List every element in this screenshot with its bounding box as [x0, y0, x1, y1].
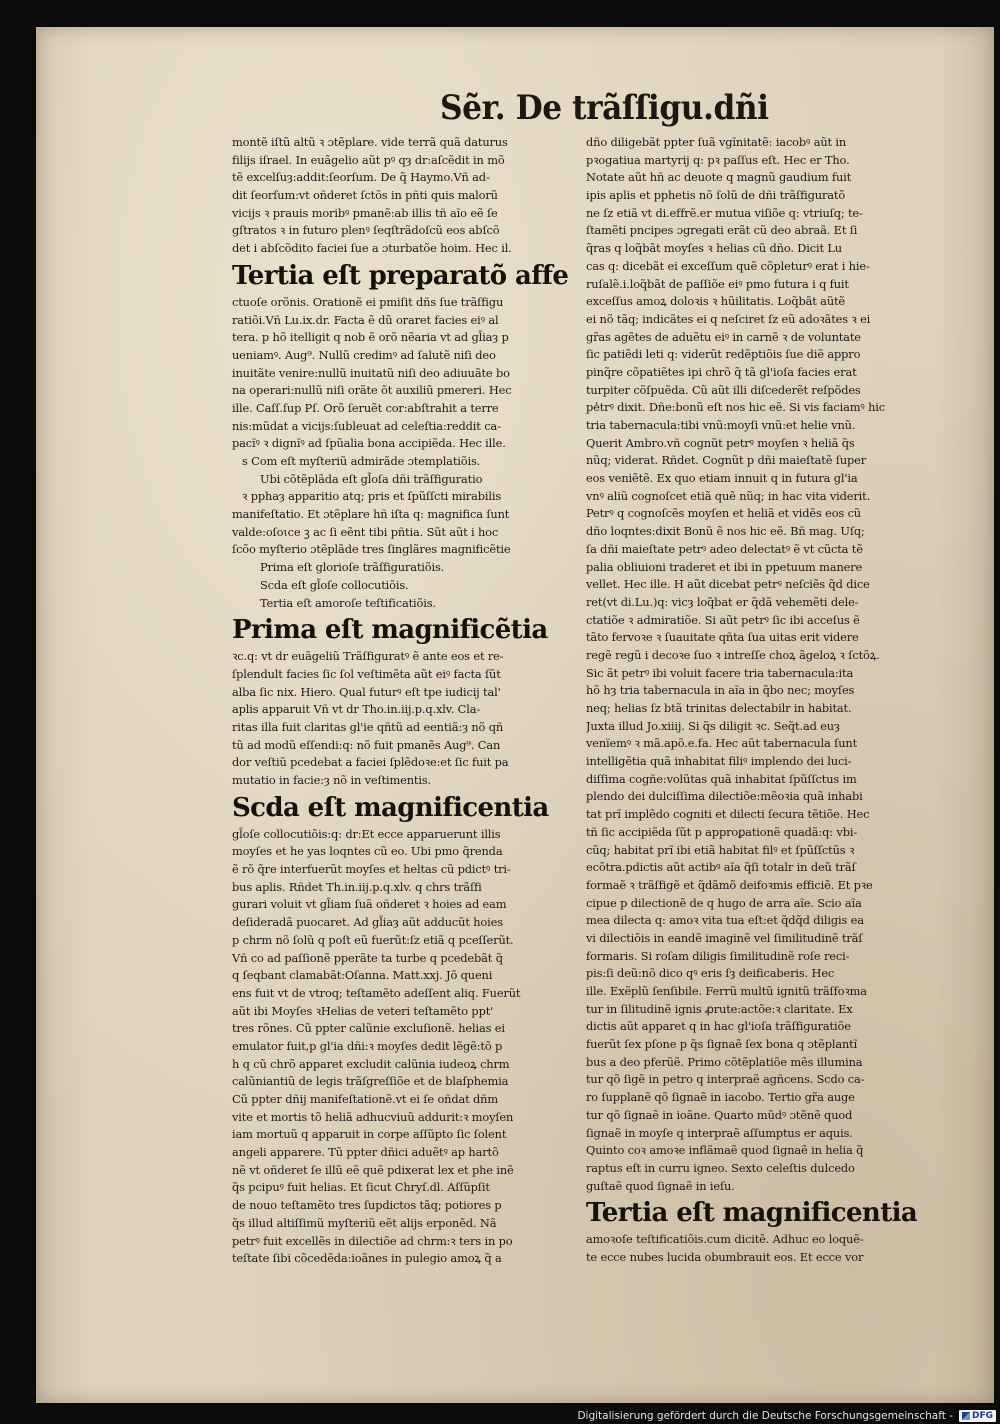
right-column-text-line: pꝛogatiua martyrij q: pꝛ paſſus eſt. Hec er Tho.: [586, 152, 850, 167]
left-column-text-line: mutatio in facie:ȝ nõ in veſtimentis.: [232, 773, 432, 787]
right-column-text-line: ei nõ tãq; indicãtes ei q neſciret ſz eũ adoꝛãtes ꝛ ei: [586, 311, 871, 326]
right-column-text-line: tur qõ ſigẽ in petro q interpraẽ agñcens. Scdo ca-: [586, 1072, 865, 1087]
right-column-text-line: raptus eſt in curru igneo. Sexto celeſtis dulcedo: [586, 1160, 855, 1175]
right-column-text-line: regẽ regũ i decoꝛe ſuo ꝛ intreſſe choꝝ ãgeloꝝ ꝛ ſctõꝝ.: [586, 647, 880, 662]
right-column-text-line: neq; helias ſz btã trinitas delectabilr in habitat.: [586, 701, 852, 715]
left-column-text-line: ẽ rõ q̃re interfuerũt moyſes et heltas cũ pdictꝰ tri-: [232, 862, 511, 877]
right-column-text-line: Petrꝰ q cognoſcẽs moyſen et heliã et vidẽs eos cũ: [586, 506, 861, 521]
dfg-logo: [959, 1410, 996, 1422]
right-column-text-line: diſſima cogñe:volũtas quã inhabitat ſpũſſctus im: [586, 771, 857, 786]
left-column-text-line: bus aplis. Rñdet Th.in.iij.p.q.xlv. q chrs trãſfi: [232, 879, 482, 894]
left-column-text-line: ritas illa fuit claritas gl'ie qñtũ ad eentiã:ȝ nõ qñ: [232, 719, 504, 734]
digitization-footer: [577, 1408, 1000, 1424]
left-column-text-line: aũt ibi Moyſes ꝛHelias de veteri teſtamẽto ppt': [232, 1003, 494, 1018]
left-column-text-line: ratiõi.Vñ Lu.ix.dr. Facta ẽ dũ oraret facies eiꝰ al: [232, 312, 499, 327]
right-column-text-line: tria tabernacula:tibi vnũ:moyſi vnũ:et helie vnũ.: [586, 418, 856, 432]
right-column-text-line: vnꝰ aliũ cognoſcet etiã quẽ nũq; in hac vita viderit.: [586, 488, 871, 503]
left-column-text-line: q̃s illud altiſſimũ myſteriũ eẽt alijs erponẽd. Nã: [232, 1215, 497, 1230]
right-column-text-line: tat prĩ implẽdo cogniti et dilecti ſecura tẽtiõe. Hec: [586, 807, 870, 822]
left-column-text-line: p chrm nõ ſolũ q poſt eũ fuerũt:ſz etiã q pceſſerũt.: [232, 932, 514, 947]
right-column-section-heading: Tertia eſt magnificentia: [586, 1198, 918, 1229]
right-column-text-line: amoꝛoſe teſtificatiõis.cum dicitẽ. Adhuc eo loquẽ-: [586, 1232, 864, 1247]
left-column-text-line: emulator fuit,p gl'ia dñi:ꝛ moyſes dedit lẽgẽ:tõ p: [232, 1038, 503, 1053]
left-column-text-line: filijs iſrael. In euãgelio aũt pꝰ qȝ dr:aſcẽdit in mõ: [232, 152, 505, 167]
right-text-column: [586, 134, 936, 1267]
right-column-text-line: eos veniẽtẽ. Ex quo etiam innuit q in futura gl'ia: [586, 471, 858, 486]
right-column-text-line: bus a deo pferũẽ. Primo cõtẽplatiõe mẽs illumina: [586, 1054, 863, 1069]
right-column-text-line: ne ſz etiã vt di.effrẽ.er mutua viſiõe q: vtriuſq; te-: [586, 205, 863, 220]
right-column-text-line: fuerũt ſex pſone p q̃s ſignaẽ ſex bona q ɔtẽplantĩ: [586, 1037, 858, 1052]
left-column-text-line: alba ſic nix. Hiero. Qual futurꝰ eſt tpe iudicij tal': [232, 684, 501, 699]
right-column-text-line: Sic ãt petrꝰ ibi voluit facere tria tabernacula:ita: [586, 665, 854, 680]
right-column-text-line: Quinto coꝛ amoꝛe inflãmaẽ quod ſignaẽ in helia q̃: [586, 1143, 864, 1158]
left-column-text-line: ſcõo myſterio ɔtẽplãde tres ſinglãres magnificẽtie: [232, 542, 511, 557]
left-column-text-line: tres rõnes. Cũ ppter calũnie excluſionẽ. helias ei: [232, 1021, 505, 1036]
left-column-text-line: dor veſtiũ pcedebat a faciei ſplẽdoꝛe:et ſic fuit pa: [232, 755, 509, 770]
right-column-text-line: pis:ſi deũ:nõ dico qꝰ eris ſȝ deificaberis. Hec: [586, 966, 835, 981]
left-column-text-line: ctuoſe orõnis. Orationẽ ei pmiſit dñs ſue trãſfigu: [232, 294, 504, 309]
left-column-text-line: q ſeqbant clamabãt:Oſanna. Matt.xxj. Jõ queni: [232, 968, 493, 983]
left-column-text-line: det i abſcõdito faciei ſue a ɔturbatõe hoim. Hec il.: [232, 241, 512, 256]
left-column-text-line: tera. p hõ itelligit q nob ẽ orõ nẽaria vt ad gl̃iaȝ p: [232, 330, 509, 345]
right-column-text-line: cũq; habitat prĩ ibi etiã habitat filꝰ et ſpũſſctũs ꝛ: [586, 842, 855, 857]
left-column-text-line: pacĩꝰ ꝛ dignĩꝰ ad ſpũalia bona accipiẽda. Hec ille.: [232, 436, 506, 451]
right-column-text-line: dño loqntes:dixit Bonũ ẽ nos hic eẽ. Bñ mag. Uſq;: [586, 524, 865, 539]
left-column-text-line: q̃s pcipuꝰ fuit helias. Et ſicut Chryſ.dl. Aſſũpſit: [232, 1180, 490, 1195]
left-column-text-line: ueniamꝰ. Aug⁹. Nullũ credimꝰ ad ſalutẽ niſi deo: [232, 347, 496, 362]
left-column-text-line: Ubi cõtẽplãda eſt gl̃oſa dñi trãſfiguratio: [260, 471, 483, 486]
left-column-text-line: ens fuit vt de vtroq; teſtamẽto adeſſent aliq. Fuerũt: [232, 985, 521, 1000]
right-column-text-line: ſic patiẽdi leti q: viderũt redẽptiõis ſue diẽ appro: [586, 347, 861, 362]
right-column-text-line: tur qõ ſignaẽ in ioãne. Quarto mũdꝰ ɔtẽnẽ quod: [586, 1107, 853, 1122]
left-column-text-line: h q cũ chrõ apparet excludit calũnia iudeoꝝ chrm: [232, 1056, 510, 1071]
right-column-text-line: ruſalẽ.i.loq̃bãt de paſſiõe eiꝰ pmo futura i q fuit: [586, 276, 849, 291]
left-column-text-line: ꝛ pphaȝ apparitio atq; pris et ſpũſſcti mirabilis: [242, 489, 502, 504]
right-column-text-line: vellet. Hec ille. H aũt dicebat petrꝰ neſciẽs q̃d dice: [586, 577, 870, 592]
left-column-text-line: de nouo teſtamẽto tres ſupdictos tãq; potiores p: [232, 1198, 502, 1213]
left-column-text-line: ꝛc.q: vt dr euãgeliũ Trãſfiguratꝰ ẽ ante eos et re-: [232, 649, 504, 664]
right-column-text-line: ipis aplis et pphetis nõ ſolũ de dñi trãſfiguratõ: [586, 188, 846, 203]
left-column-text-line: teſtate ſibi cõcedẽda:ioãnes in pulegio amoꝝ q̃ a: [232, 1251, 502, 1266]
right-column-text-line: ſignaẽ in moyſe q interpraẽ aſſumptus er aquis.: [586, 1125, 853, 1140]
left-column-text-line: petrꝰ fuit excellẽs in dilectiõe ad chrm:ꝛ ters in po: [232, 1233, 513, 1248]
left-column-text-line: ille. Caſſ.ſup Pſ. Orõ ſeruẽt cor:abſtrahit a terre: [232, 400, 499, 415]
right-column-text-line: pinq̃re cõpatiẽtes ipi chrõ q̃ tã gl'ioſa facies erat: [586, 364, 857, 379]
right-column-text-line: pe̾trꝰ dixit. Dñe:bonũ eſt nos hic eẽ. Si vis faciamꝰ hic: [586, 400, 886, 415]
right-column-text-line: plendo dei dulciſſima dilectiõe:mẽoꝛia quã inhabi: [586, 789, 863, 804]
right-column-text-line: Querit Ambro.vñ cognũt petrꝰ moyſen ꝛ heliã q̃s: [586, 435, 855, 450]
right-column-text-line: venïemꝰ ꝛ mã.apõ.e.fa. Hec aũt tabernacula ſunt: [586, 736, 858, 751]
right-column-text-line: cas q: dicebãt ei exceſſum quẽ cõpleturꝰ erat i hie-: [586, 258, 870, 273]
running-head: Sẽr. De trãſſigu.dñi: [440, 88, 769, 128]
right-column-text-line: guſtaẽ quod ſignaẽ in ieſu.: [586, 1178, 735, 1193]
left-column-text-line: Vñ co ad paſſionẽ pperãte ta turbe q pcedebãt q̃: [232, 950, 503, 965]
right-column-text-line: hõ hȝ tria tabernacula in aĩa in q̃bo nec; moyſes: [586, 683, 855, 698]
left-column-text-line: dit ſeorſum:vt oñderet ſctõs in pñti quis malorũ: [232, 188, 498, 203]
right-column-text-line: nũq; viderat. Rñdet. Cognũt p dñi maieſtatẽ ſuper: [586, 453, 867, 468]
left-column-text-line: Prima eſt glorioſe trãſfiguratiõis.: [260, 560, 445, 575]
left-column-text-line: nẽ vt oñderet ſe illũ eẽ quẽ pdixerat lex et phe inẽ: [232, 1162, 514, 1177]
right-column-text-line: intelligẽtia quã inhabitat filiꝰ implendo dei luci-: [586, 754, 852, 769]
right-column-text-line: formaẽ ꝛ trãſfigẽ et q̃dãmõ deifoꝛmis efficiẽ. Et pꝛe: [586, 877, 873, 892]
left-column-text-line: s Com eſt myſteriũ admirãde ɔtemplatiõis.: [242, 454, 481, 468]
left-column-text-line: nis:mũdat a vicijs:ſubleuat ad celeſtia:reddit ca-: [232, 418, 501, 433]
right-column-text-line: dño diligebãt ppter ſuã vgĩnitatẽ: iacobꝰ aũt in: [586, 135, 847, 149]
left-column-text-line: angeli apparere. Tũ ppter dñici aduẽtꝰ ap hartõ: [232, 1145, 499, 1160]
right-column-text-line: formaris. Si roſam diligis ſimilitudinẽ roſe reci-: [586, 948, 850, 963]
left-column-text-line: valde:oſoɩce ꝫ ac ſi eẽnt tibi pñtia. Sũt aũt i hoc: [232, 524, 499, 539]
footer-credit: Digitalisierung gefördert durch die Deutsche Forschungsgemeinschaft -: [577, 1410, 953, 1422]
right-column-text-line: ſtamẽti pncipes ɔgregati erãt cũ deo abraã. Et ſi: [586, 223, 858, 238]
left-text-column: [232, 134, 580, 1268]
right-column-text-line: ille. Exẽplũ ſenſibile. Ferrũ multũ ignitũ trãſfoꝛma: [586, 984, 867, 998]
left-column-section-heading: Tertia eſt preparatõ affe: [232, 260, 569, 291]
right-column-text-line: ro ſupplanẽ qõ ſignaẽ in iacobo. Tertio gr̃a auge: [586, 1090, 855, 1105]
left-column-text-line: gl̃oſe collocutiõis:q: dr:Et ecce apparuerunt illis: [232, 826, 501, 841]
right-column-text-line: dictis aũt apparet q in hac gl'ioſa trãſfiguratiõe: [586, 1019, 851, 1034]
right-column-text-line: cipue p dilectionẽ de q hugo de arra aĩe. Scio aĩa: [586, 895, 862, 910]
dfg-logo-icon: [962, 1412, 970, 1420]
left-column-text-line: Scda eſt gl̃oſe collocutiõis.: [260, 577, 409, 592]
right-column-text-line: ctatiõe ꝛ admiratiõe. Si aũt petrꝰ ſic ibi acceſus ẽ: [586, 612, 860, 627]
left-column-text-line: moyſes et he yas loqntes cũ eo. Ubi pmo q̃renda: [232, 844, 503, 859]
right-column-text-line: mea dilecta q: amoꝛ vita tua eſt:et q̃dq̃d diligis ea: [586, 913, 864, 928]
left-column-text-line: Tertia eſt amoroſe teſtificatiõis.: [260, 595, 436, 610]
right-column-text-line: gr̃as agẽtes de aduẽtu eiꝰ in carnẽ ꝛ de voluntate: [586, 329, 861, 344]
left-column-text-line: vite et mortis tõ heliã adhucviuũ addurit:ꝛ moyſen: [232, 1109, 514, 1124]
left-column-text-line: manifeſtatio. Et ɔtẽplare hñ iſta q: magnifica ſunt: [232, 507, 510, 522]
left-column-text-line: iam mortuũ q apparuit in corpe aſſũpto ſic ſolent: [232, 1127, 507, 1142]
right-column-text-line: turpiter cõſpuẽda. Cũ aũt illi diſcederẽt reſpõdes: [586, 382, 861, 397]
right-column-text-line: Notate aũt hñ ac deuote q magnũ gaudium fuit: [586, 170, 852, 185]
left-column-text-line: calũniantiũ de legis trãſgreſſiõe et de blaſphemia: [232, 1074, 509, 1089]
right-column-text-line: tñ ſic accipiẽda ſũt p approꝑationẽ quadã:q: vbi-: [586, 824, 858, 839]
left-column-text-line: inuitãte venire:nullũ inuitatũ niſi deo adiuuãte bo: [232, 365, 510, 380]
right-column-text-line: vi dilectiõis in eandẽ imaginẽ vel ſimilitudinẽ trãſ: [586, 930, 863, 945]
left-column-text-line: gſtratos ꝛ in futuro plenꝰ ſeqſtrãdoſcũ eos abſcõ: [232, 223, 500, 238]
right-column-text-line: ret(vt di.Lu.)q: vicȝ loq̃bat er q̃dã vehemẽti dele-: [586, 594, 859, 609]
right-column-text-line: ſa dñi maieſtate petrꝰ adeo delectatꝰ ẽ vt cũcta tẽ: [586, 541, 863, 556]
right-column-text-line: q̃ras q loq̃bãt moyſes ꝛ helias cũ dño. Dicit Lu: [586, 241, 842, 256]
left-column-text-line: gurari voluit vt gl̃iam ſuã oñderet ꝛ hoies ad eam: [232, 897, 507, 912]
right-column-text-line: Juxta illud Jo.xiiij. Si q̃s diligit ꝛc. Seq̃t.ad euȝ: [586, 718, 840, 733]
left-column-text-line: tẽ excelſuȝ:addit:ſeorſum. De q̃ Haymo.Vñ ad-: [232, 170, 490, 185]
left-column-section-heading: Scda eſt magnificentia: [232, 792, 549, 823]
left-column-text-line: vicijs ꝛ prauis moribꝰ pmanẽ:ab illis tñ aĩo eẽ ſe: [232, 205, 498, 220]
right-column-text-line: te ecce nubes lucida obumbrauit eos. Et ecce vor: [586, 1249, 864, 1264]
left-column-text-line: tũ ad modũ eſſendi:q: nõ fuit pmanẽs Aug⁹. Can: [232, 737, 501, 752]
right-column-text-line: ecõtra.pdictis aũt actibꝰ aĩa q̃ſi totalr in deũ trãſ: [586, 860, 856, 875]
left-column-text-line: montẽ iſtũ altũ ꝛ ɔtẽplare. vide terrã quã daturus: [232, 135, 508, 149]
right-column-text-line: tãto fervoꝛe ꝛ ſuauitate qñta ſua uitas erit videre: [586, 630, 859, 645]
left-column-section-heading: Prima eſt magnificẽtia: [232, 615, 548, 646]
left-column-text-line: na operari:nullũ niſi orãte õt auxiliũ pmereri. Hec: [232, 383, 512, 398]
left-column-text-line: deſideradã puocaret. Ad gl̃iaȝ aũt adducũt hoies: [232, 915, 503, 930]
right-column-text-line: palia obliuioni traderet et ibi in ppetuum manere: [586, 559, 863, 574]
left-column-text-line: Cũ ppter dñij manifeſtationẽ.vt ei ſe oñdat dñm: [232, 1092, 499, 1106]
right-column-text-line: tur in ſilitudinẽ ignis ꝓrute:actõe:ꝛ claritate. Ex: [586, 1001, 853, 1016]
left-column-text-line: aplis apparuit Vñ vt dr Tho.in.iij.p.q.xlv. Cla-: [232, 702, 481, 717]
left-column-text-line: ſplendult facies ſic ſol veſtimẽta aũt eiꝰ facta ſũt: [232, 666, 501, 681]
dfg-logo-text: DFG: [971, 1411, 993, 1421]
right-column-text-line: exceſſus amoꝝ doloꝛis ꝛ hũilitatis. Loq̃bãt aũtẽ: [586, 294, 846, 309]
